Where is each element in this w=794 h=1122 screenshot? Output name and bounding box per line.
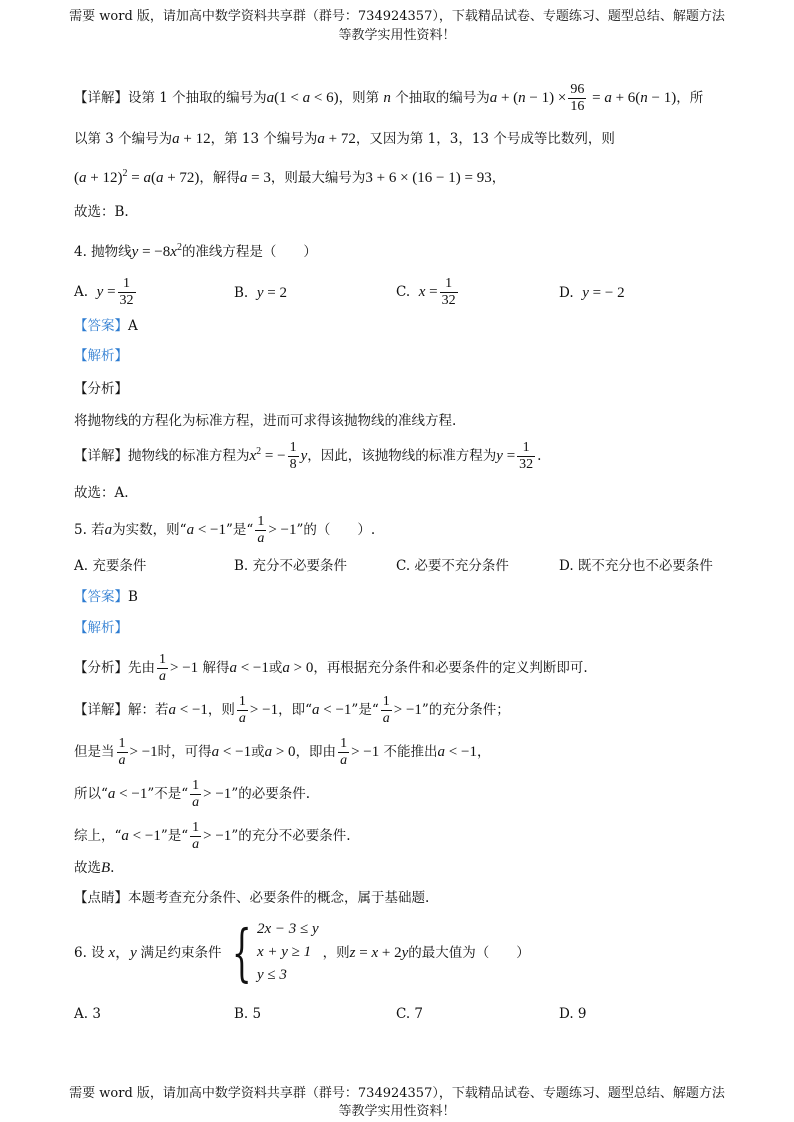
math: a + 72 (317, 131, 356, 147)
constraint-1: 2x − 3 ≤ y (256, 921, 319, 937)
detail-tag: 【详解】 (74, 90, 128, 106)
math: a + (n − 1) × (489, 90, 567, 106)
math: a + 12 (172, 131, 211, 147)
text: 解得 (202, 660, 230, 676)
option-label: A. (74, 284, 89, 300)
math: a < −1 (121, 828, 161, 844)
q5-analysis (74, 652, 588, 685)
fraction-1-a: $\frac{1}{a}$ (192, 778, 200, 810)
q4-analysis-tag: 【分析】 (74, 381, 128, 397)
text: 所以“ (74, 786, 108, 802)
text: 4. 抛物线 (74, 244, 132, 260)
text: ，因此，该抛物线的标准方程为 (307, 448, 497, 464)
option-label: D. (559, 285, 574, 301)
q4-jiexi-tag: 【解析】 (74, 348, 128, 364)
q4-choose: 故选：A. (74, 485, 129, 501)
text: 先由 (128, 660, 155, 676)
footer-line-1: 需要 word 版，请加高中数学资料共享群（群号：734924357），下载精品试卷、专题练习、题型总结、解题方法 (69, 1086, 725, 1101)
q5-detail-line-2 (74, 736, 490, 769)
text: 的准线方程是（ ） (181, 244, 317, 260)
text: ，即由 (295, 744, 337, 760)
answer-letter: B (101, 860, 111, 876)
math: a (104, 522, 113, 538)
answer-value: B (128, 589, 138, 605)
math: y = 2 (256, 285, 287, 301)
q4-option-a (74, 276, 138, 309)
text: ，则最大编号为 (270, 170, 366, 186)
math: y (300, 448, 308, 464)
text: ，则第 (338, 90, 380, 106)
text: 的最大值为（ ） (408, 944, 530, 961)
q3-detail-line-2 (74, 129, 615, 149)
text: 以第 3 个编号为 (74, 131, 173, 147)
option-label: B. (234, 285, 249, 301)
math: $y = -8x^2$ (131, 242, 182, 260)
text: ”的充分条件； (421, 702, 510, 718)
text: 个抽取的编号为 (395, 90, 490, 106)
q4-answer (74, 316, 138, 336)
math: > −1 (249, 702, 279, 718)
q3-choose: 故选：B. (74, 204, 129, 220)
fraction-1-a: $\frac{1}{a}$ (238, 694, 246, 726)
text: ，则 (322, 944, 350, 961)
text: 或 (268, 660, 283, 676)
fraction-1-32: $\frac{1}{32}$ (519, 440, 534, 472)
text: 5. 若 (74, 522, 105, 538)
math: a < −1 (437, 744, 477, 760)
text: ，第 13 个编号为 (210, 131, 318, 147)
q6-option-b: B. 5 (234, 1006, 262, 1022)
fraction-96-16: $\frac{96}{16}$ (570, 82, 585, 114)
fraction-1-a: $\frac{1}{a}$ (118, 736, 126, 768)
q5-detail-line-4 (74, 820, 351, 853)
math: > −1 (203, 828, 232, 844)
answer-tag: 【答案】 (74, 589, 128, 605)
math: a > 0 (282, 660, 314, 676)
fraction-1-32: $\frac{1}{32}$ (441, 276, 456, 308)
fraction-1-a: $\frac{1}{a}$ (340, 736, 348, 768)
math: > −1 (170, 660, 199, 676)
math: a (266, 90, 275, 106)
q5-option-c: C. 必要不充分条件 (396, 558, 509, 574)
math: a < −1 (211, 744, 252, 760)
math: 3 + 6 × (16 − 1) = 93 (365, 170, 492, 186)
math: a < −1 (229, 660, 269, 676)
constraint-2: x + y ≥ 1 (256, 944, 312, 960)
math: n (383, 90, 391, 106)
math: > −1 (268, 522, 297, 538)
text: 或 (251, 744, 265, 760)
q5-stem (74, 514, 375, 547)
text: ”是“ (160, 828, 189, 844)
q6-option-a: A. 3 (74, 1006, 101, 1022)
text: . (537, 448, 542, 464)
text: 设第 1 个抽取的编号为 (128, 90, 267, 106)
q3-detail-line-1 (74, 82, 703, 115)
math: a < −1 (107, 786, 148, 802)
text: 6. 设 (74, 944, 105, 961)
analysis-tag: 【分析】 (74, 660, 128, 676)
text: 综上，“ (74, 828, 122, 844)
detail-tag: 【详解】 (74, 702, 128, 718)
text: ，再根据充分条件和必要条件的定义判断即可. (313, 660, 588, 676)
math: y = (96, 284, 116, 300)
math: y = (496, 448, 516, 464)
math: x，y (108, 944, 137, 961)
math: x = (418, 284, 438, 300)
fraction-1-a: $\frac{1}{a}$ (382, 694, 390, 726)
fraction-1-8: $\frac{1}{8}$ (289, 440, 297, 472)
answer-tag: 【答案】 (74, 318, 128, 334)
q5-comment (74, 888, 429, 908)
math: > −1 (351, 744, 380, 760)
header-line-1: 需要 word 版，请加高中数学资料共享群（群号：734924357），下载精品试卷、专题练习、题型总结、解题方法 (69, 9, 725, 24)
q4-option-d (559, 283, 625, 303)
math: > −1 (129, 744, 158, 760)
text: 抛物线的标准方程为 (128, 448, 250, 464)
text: ，即“ (278, 702, 312, 718)
q5-option-a: A. 充要条件 (74, 558, 147, 574)
math: a > 0 (264, 744, 296, 760)
fraction-1-a: $\frac{1}{a}$ (192, 820, 200, 852)
fraction-1-a: $\frac{1}{a}$ (159, 652, 166, 684)
math: a < −1 (186, 522, 226, 538)
q5-answer (74, 587, 138, 607)
q5-option-b: B. 充分不必要条件 (234, 558, 348, 574)
math: > −1 (203, 786, 232, 802)
q4-analysis: 将抛物线的方程化为标准方程，进而可求得该抛物线的准线方程. (74, 413, 457, 429)
text: ”的必要条件. (231, 786, 311, 802)
q6-option-c: C. 7 (396, 1006, 424, 1022)
answer-value: A (128, 318, 138, 334)
math: a < −1 (168, 702, 208, 718)
text: 不能推出 (383, 744, 438, 760)
math: a < −1 (312, 702, 352, 718)
constraint-system (222, 915, 319, 989)
text: 满足约束条件 (140, 944, 222, 961)
text: ”的充分不必要条件. (231, 828, 351, 844)
math: = a + 6(n − 1) (588, 90, 677, 106)
text: . (110, 860, 115, 876)
q4-stem (74, 238, 317, 262)
text: 故选 (74, 860, 101, 876)
text: ，解得 (199, 170, 240, 186)
q4-detail (74, 440, 541, 473)
q4-option-c (396, 276, 460, 309)
text: ， (476, 744, 491, 760)
q5-detail-line-1 (74, 694, 510, 727)
q4-option-b (234, 283, 287, 303)
math: $(a + 12)^2 = a(a + 72)$ (74, 168, 200, 186)
q6-option-d: D. 9 (559, 1006, 587, 1022)
q5-detail-line-3 (74, 778, 310, 811)
q6-stem (74, 915, 530, 989)
detail-tag: 【详解】 (74, 448, 128, 464)
q3-detail-line-3: $(a + 12)^2 = a(a + 72)$，解得a = 3，则最大编号为3 + 6 × (16 − 1) = 93， (74, 168, 506, 186)
math: y = − 2 (582, 285, 625, 301)
text: 本题考查充分条件、必要条件的概念，属于基础题. (128, 890, 430, 906)
math: $x^2$ = − (249, 446, 286, 464)
option-label: C. (396, 284, 411, 300)
text: ”是“ (226, 522, 254, 538)
brace: { (231, 915, 252, 989)
q5-choose (74, 858, 114, 878)
footer-line-2: 等教学实用性资料！ (338, 1104, 456, 1119)
text: ，则 (207, 702, 235, 718)
q5-jiexi-tag: 【解析】 (74, 620, 128, 636)
text: 解：若 (128, 702, 169, 718)
math: (1 < a < 6) (274, 90, 339, 106)
math: a = 3 (239, 170, 271, 186)
math: > −1 (393, 702, 422, 718)
text: ”的（ ）. (296, 522, 376, 538)
constraint-3: y ≤ 3 (256, 967, 287, 983)
text: 但是当 (74, 744, 115, 760)
math: z = x + 2y (349, 944, 409, 961)
q5-option-d: D. 既不充分也不必要条件 (559, 558, 713, 574)
text: 时，可得 (157, 744, 212, 760)
text: ，又因为第 1，3，13 个号成等比数列，则 (355, 131, 615, 147)
text: ”不是“ (147, 786, 189, 802)
text: 为实数，则“ (112, 522, 187, 538)
fraction-1-a: $\frac{1}{a}$ (257, 514, 265, 546)
fraction-1-32: $\frac{1}{32}$ (119, 276, 134, 308)
header-line-2: 等教学实用性资料！ (338, 28, 456, 43)
comment-tag: 【点睛】 (74, 890, 128, 906)
text: ”是“ (351, 702, 379, 718)
text: ，所 (676, 90, 704, 106)
